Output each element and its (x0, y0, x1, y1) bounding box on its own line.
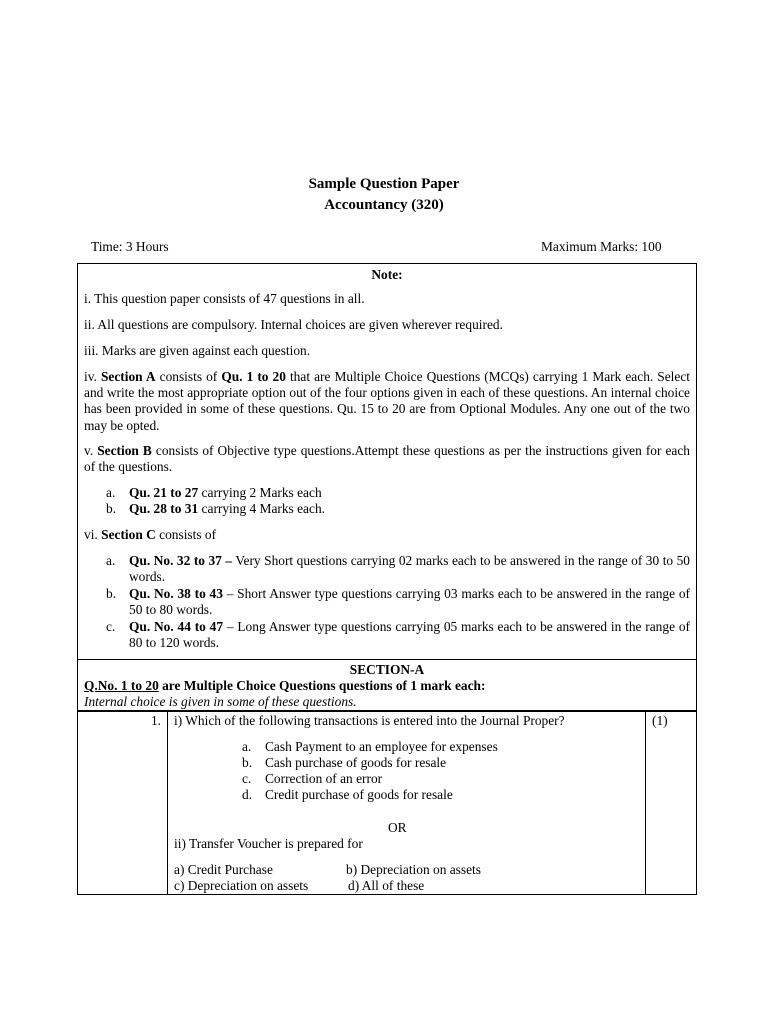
instructions-box (77, 263, 697, 660)
instruction-2: ii. All questions are compulsory. Internal choices are given wherever required. (84, 317, 503, 332)
section-b-item: b. Qu. 28 to 31 carrying 4 Marks each. (106, 501, 325, 516)
section-c-item: b. Qu. No. 38 to 43 – Short Answer type questions carrying 03 marks each to be answered in the range of 50 to 80 words. (106, 586, 690, 618)
max-marks-label: Maximum Marks: 100 (541, 239, 662, 254)
question-number-cell (78, 712, 168, 894)
section-c-item: a. Qu. No. 32 to 37 – Very Short questions carrying 02 marks each to be answered in the range of 30 to 50 words. (106, 553, 690, 585)
marks-cell (645, 712, 698, 894)
section-b-item: a. Qu. 21 to 27 carrying 2 Marks each (106, 485, 322, 500)
section-title: SECTION-A (349, 662, 425, 677)
section-note: Internal choice is given in some of these questions. (84, 694, 357, 709)
alt-option-b: b) Depreciation on assets (346, 862, 481, 877)
instruction-4: iv. Section A consists of Qu. 1 to 20 that are Multiple Choice Questions (MCQs) carrying 1 Mark each. Select and write the most appropriate option out of the four options given in each of these questions. An internal choice has been provided in some of these questions. Qu. 15 to 20 are from Optional Modules. Any one out of the two may be opted. (84, 369, 691, 433)
alt-option-c: c) Depreciation on assets (174, 878, 309, 893)
paper-title: Sample Question Paper (308, 176, 460, 192)
section-instruction: Q.No. 1 to 20 are Multiple Choice Questions questions of 1 mark each: (84, 678, 486, 693)
note-heading: Note: (371, 267, 403, 282)
instruction-5: v. Section B consists of Objective type questions.Attempt these questions as per the instructions given for each of the questions. (84, 443, 690, 475)
alternate-question-text: ii) Transfer Voucher is prepared for (174, 836, 363, 851)
instruction-1: i. This question paper consists of 47 questions in all. (84, 291, 365, 306)
paper-subtitle: Accountancy (320) (324, 197, 444, 213)
instruction-3: iii. Marks are given against each question. (84, 343, 311, 358)
question-marks: (1) (652, 713, 668, 728)
alt-option-a: a) Credit Purchase (174, 862, 273, 877)
or-separator: OR (388, 820, 407, 835)
question-text: i) Which of the following transactions is entered into the Journal Proper? (174, 713, 565, 728)
time-label: Time: 3 Hours (91, 239, 169, 254)
alt-option-d: d) All of these (348, 878, 425, 893)
question-number: 1. (150, 713, 161, 728)
question-row: 1. (1) i) Which of the following transactions is entered into the Journal Proper? a. Cash Payment to an employee for expenses b. Cash purchase of goods for resale c. Correction of an error d. Credit purchase of goods for resale OR ii) Transfer Voucher is prepared for a) Credit Purchase b) Depreciation on assets c) Depreciation on assets d) All of these (77, 711, 697, 895)
instruction-6: vi. Section C consists of (84, 527, 217, 542)
section-a-header (77, 660, 697, 711)
section-c-item: c. Qu. No. 44 to 47 – Long Answer type questions carrying 05 marks each to be answered in the range of 80 to 120 words. (106, 619, 690, 651)
